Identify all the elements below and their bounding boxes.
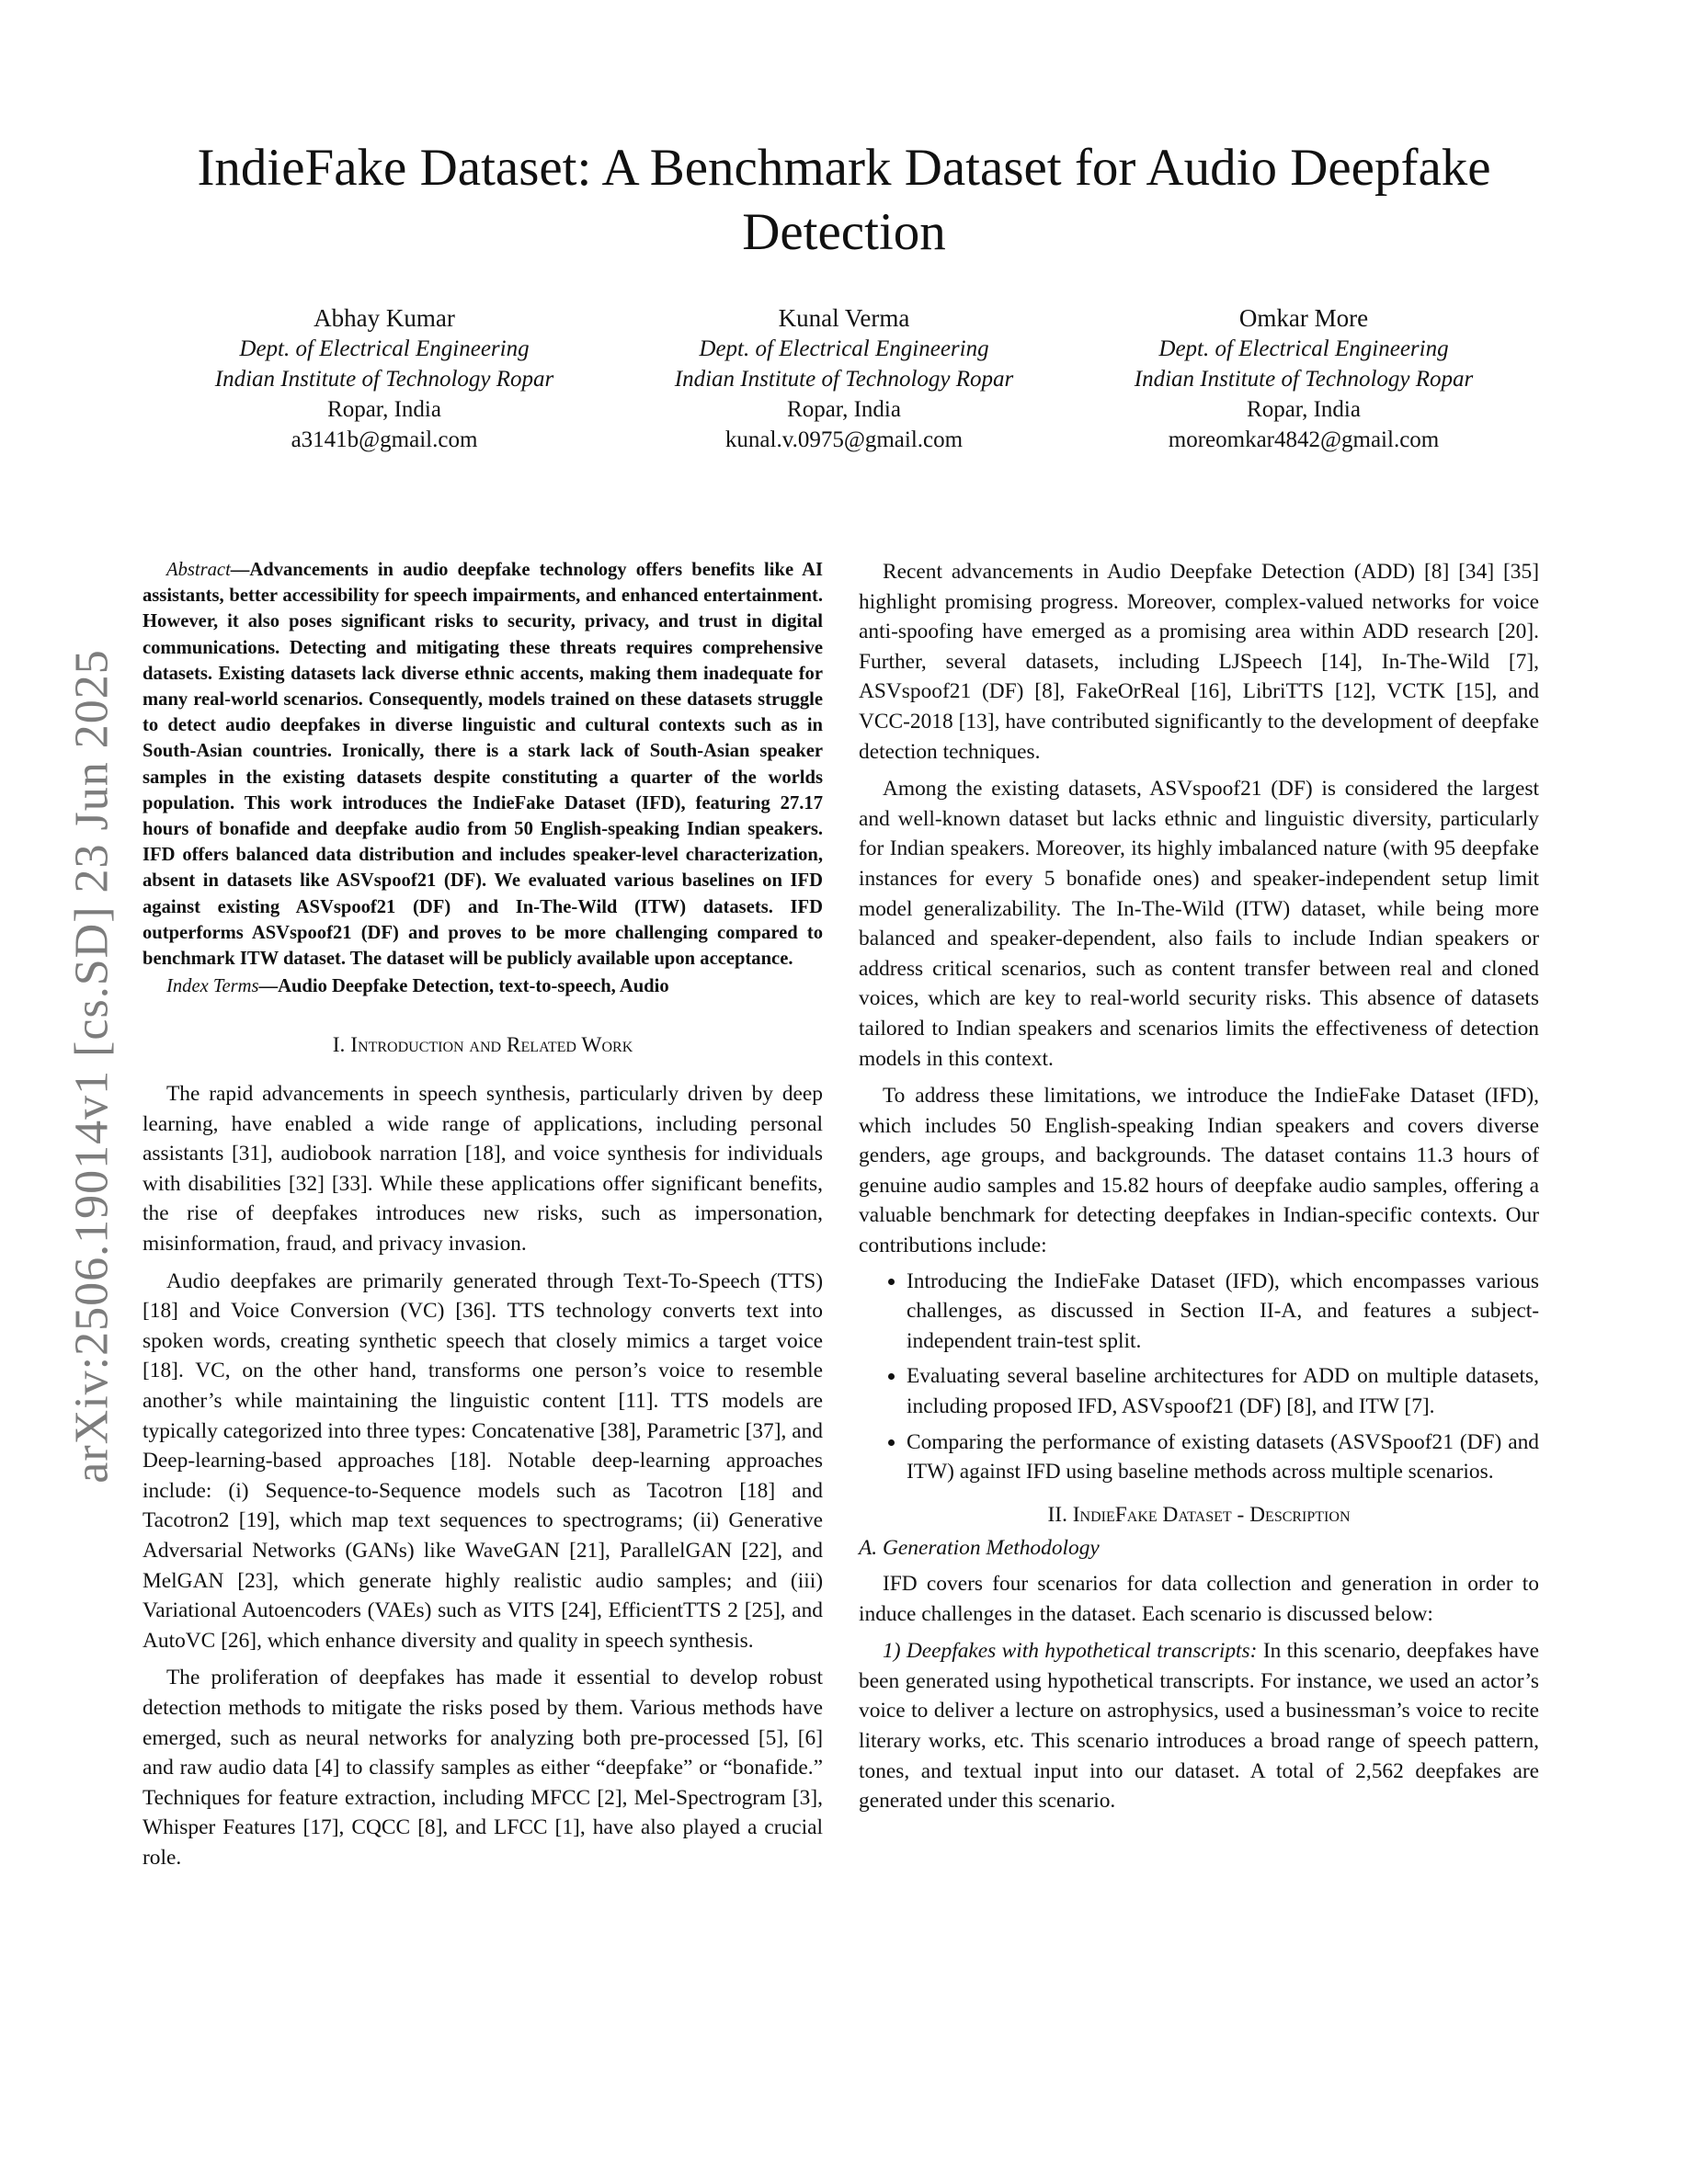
abstract-label: Abstract bbox=[166, 560, 231, 580]
list-item: • Comparing the performance of existing datasets (ASVSpoof21 (DF) and ITW) against IFD using baseline methods across multiple scenarios. bbox=[907, 1428, 1539, 1487]
author-location: Ropar, India bbox=[787, 397, 901, 422]
author-dept: Dept. of Electrical Engineering bbox=[699, 336, 989, 361]
index-terms-text: —Audio Deepfake Detection, text-to-speech, Audio bbox=[258, 976, 669, 997]
author-location: Ropar, India bbox=[1247, 397, 1361, 422]
index-terms bbox=[143, 973, 823, 999]
author-name: Abhay Kumar bbox=[314, 304, 455, 332]
paragraph: To address these limitations, we introduce the IndieFake Dataset (IFD), which includes 50 English-speaking Indian speakers and covers diverse genders, age groups, and backgrounds. The dataset contains 11.3 hours of genuine audio samples and 15.82 hours of deepfake audio samples, offering a valuable benchmark for detecting deepfakes in Indian-specific contexts. Our contributions include: bbox=[859, 1084, 1539, 1258]
paragraph: Among the existing datasets, ASVspoof21 (DF) is considered the largest and well-known dataset but lacks ethnic and linguistic diversity, particularly for Indian speakers. Moreover, its highly imbalanced nature (with 95 deepfake instances for every 5 bonafide ones) and speaker-independent setup limit model generalizability. The In-The-Wild (ITW) dataset, while being more balanced and speaker-dependent, also fails to include Indian speakers or address critical scenarios, such as content transfer between real and cloned voices, which are key to real-world security risks. This absence of datasets tailored to Indian speakers and scenarios limits the effectiveness of detection models in this context. bbox=[859, 777, 1539, 1071]
index-terms-label: Index Terms bbox=[166, 976, 259, 997]
abstract bbox=[143, 557, 823, 972]
author-dept: Dept. of Electrical Engineering bbox=[239, 336, 530, 361]
section-heading: II. IndieFake Dataset - Description bbox=[1047, 1502, 1351, 1527]
paper-title: IndieFake Dataset: A Benchmark Dataset for Audio Deepfake Detection bbox=[197, 139, 1491, 261]
author-institution: Indian Institute of Technology Ropar bbox=[214, 367, 554, 392]
author-2 bbox=[628, 303, 1060, 455]
section-heading: I. Introduction and Related Work bbox=[332, 1033, 633, 1058]
author-name: Kunal Verma bbox=[778, 304, 910, 332]
author-email: a3141b@gmail.com bbox=[291, 427, 478, 452]
subsection-heading: A. Generation Methodology bbox=[859, 1536, 1100, 1561]
paragraph: The rapid advancements in speech synthesis, particularly driven by deep learning, have enabled a wide range of applications, including personal assistants [31], audiobook narration [18], and voice synthesis for individuals with disabilities [32] [33]. While these applications offer significant benefits, the rise of deepfakes introduces new risks, such as impersonation, misinformation, fraud, and privacy invasion. bbox=[143, 1082, 823, 1257]
right-column bbox=[859, 557, 1539, 1816]
paragraph bbox=[859, 1636, 1539, 1816]
paragraph: Recent advancements in Audio Deepfake Detection (ADD) [8] [34] [35] highlight promising progress. Moreover, complex-valued networks for voice anti-spoofing have emerged as a promising area within ADD research [20]. Further, several datasets, including LJSpeech [14], In-The-Wild [7], ASVspoof21 (DF) [8], FakeOrReal [16], LibriTTS [12], VCTK [15], and VCC-2018 [13], have contributed significantly to the development of deepfake detection techniques. bbox=[859, 560, 1539, 764]
abstract-text: —Advancements in audio deepfake technology offers benefits like AI assistants, better accessibility for speech impairments, and enhanced entertainment. However, it also poses significant risks to security, privacy, and trust in digital communications. Detecting and mitigating these threats requires comprehensive datasets. Existing datasets lack diverse ethnic accents, making them inadequate for many real-world scenarios. Consequently, models trained on these datasets struggle to detect audio deepfakes in diverse linguistic and cultural contexts such as in South-Asian countries. Ironically, there is a stark lack of South-Asian speaker samples in the existing datasets despite constituting a quarter of the worlds population. This work introduces the IndieFake Dataset (IFD), featuring 27.17 hours of bonafide and deepfake audio from 50 English-speaking Indian speakers. IFD offers balanced data distribution and includes speaker-level characterization, absent in datasets like ASVspoof21 (DF). We evaluated various baselines on IFD against existing ASVspoof21 (DF) and In-The-Wild (ITW) datasets. IFD outperforms ASVspoof21 (DF) and proves to be more challenging compared to benchmark ITW dataset. The dataset will be publicly available upon acceptance. bbox=[143, 560, 823, 970]
contribution-list bbox=[859, 1267, 1539, 1487]
author-institution: Indian Institute of Technology Ropar bbox=[1134, 367, 1474, 392]
author-3 bbox=[1088, 303, 1520, 455]
author-1 bbox=[168, 303, 600, 455]
author-dept: Dept. of Electrical Engineering bbox=[1158, 336, 1449, 361]
paragraph: Audio deepfakes are primarily generated through Text-To-Speech (TTS) [18] and Voice Conversion (VC) [36]. TTS technology converts text into spoken words, creating synthetic speech that closely mimics a target voice [18]. VC, on the other hand, transforms one person’s voice to resemble another’s while maintaining the linguistic content [11]. TTS models are typically categorized into three types: Concatenative [38], Parametric [37], and Deep-learning-based approaches [18]. Notable deep-learning approaches include: (i) Sequence-to-Sequence models such as Tacotron [18] and Tacotron2 [19], which map text sequences to spectrograms; (ii) Generative Adversarial Networks (GANs) like WaveGAN [21], ParallelGAN [22], and MelGAN [23], which generate highly realistic audio samples; and (iii) Variational Autoencoders (VAEs) such as VITS [24], EfficientTTS 2 [25], and AutoVC [26], which enhance diversity and quality in speech synthesis. bbox=[143, 1268, 823, 1653]
author-email: kunal.v.0975@gmail.com bbox=[724, 427, 964, 452]
paragraph: The proliferation of deepfakes has made it essential to develop robust detection methods to mitigate the risks posed by them. Various methods have emerged, such as neural networks for analyzing both pre-processed [5], [6] and raw audio data [4] to classify samples as either “deepfake” or “bonafide.” Techniques for feature extraction, including MFCC [2], Mel-Spectrogram [3], Whisper Features [17], CQCC [8], and LFCC [1], have also played a crucial role. bbox=[143, 1666, 823, 1870]
list-item: • Introducing the IndieFake Dataset (IFD), which encompasses various challenges, as discussed in Section II-A, and features a subject-independent train-test split. bbox=[907, 1267, 1539, 1357]
author-block bbox=[168, 303, 1520, 455]
author-email: moreomkar4842@gmail.com bbox=[1168, 427, 1440, 452]
arxiv-identifier: arXiv:2506.19014v1 [cs.SD] 23 Jun 2025 bbox=[65, 649, 119, 1484]
author-location: Ropar, India bbox=[327, 397, 441, 422]
paragraph: IFD covers four scenarios for data collection and generation in order to induce challenges in the dataset. Each scenario is discussed below: bbox=[859, 1572, 1539, 1626]
author-institution: Indian Institute of Technology Ropar bbox=[674, 367, 1014, 392]
author-name: Omkar More bbox=[1238, 304, 1369, 332]
left-column bbox=[143, 557, 823, 1872]
subsubsection-label: 1) Deepfakes with hypothetical transcripts: bbox=[883, 1639, 1258, 1664]
list-item: • Evaluating several baseline architectures for ADD on multiple datasets, including proposed IFD, ASVspoof21 (DF) [8], and ITW [7]. bbox=[907, 1361, 1539, 1421]
subsubsection-text: In this scenario, deepfakes have been generated using hypothetical transcripts. For instance, we used an actor’s voice to deliver a lecture on astrophysics, used a businessman’s voice to recite literary works, etc. This scenario introduces a broad range of speech pattern, tones, and textual input into our dataset. A total of 2,562 deepfakes are generated under this scenario. bbox=[859, 1639, 1540, 1814]
